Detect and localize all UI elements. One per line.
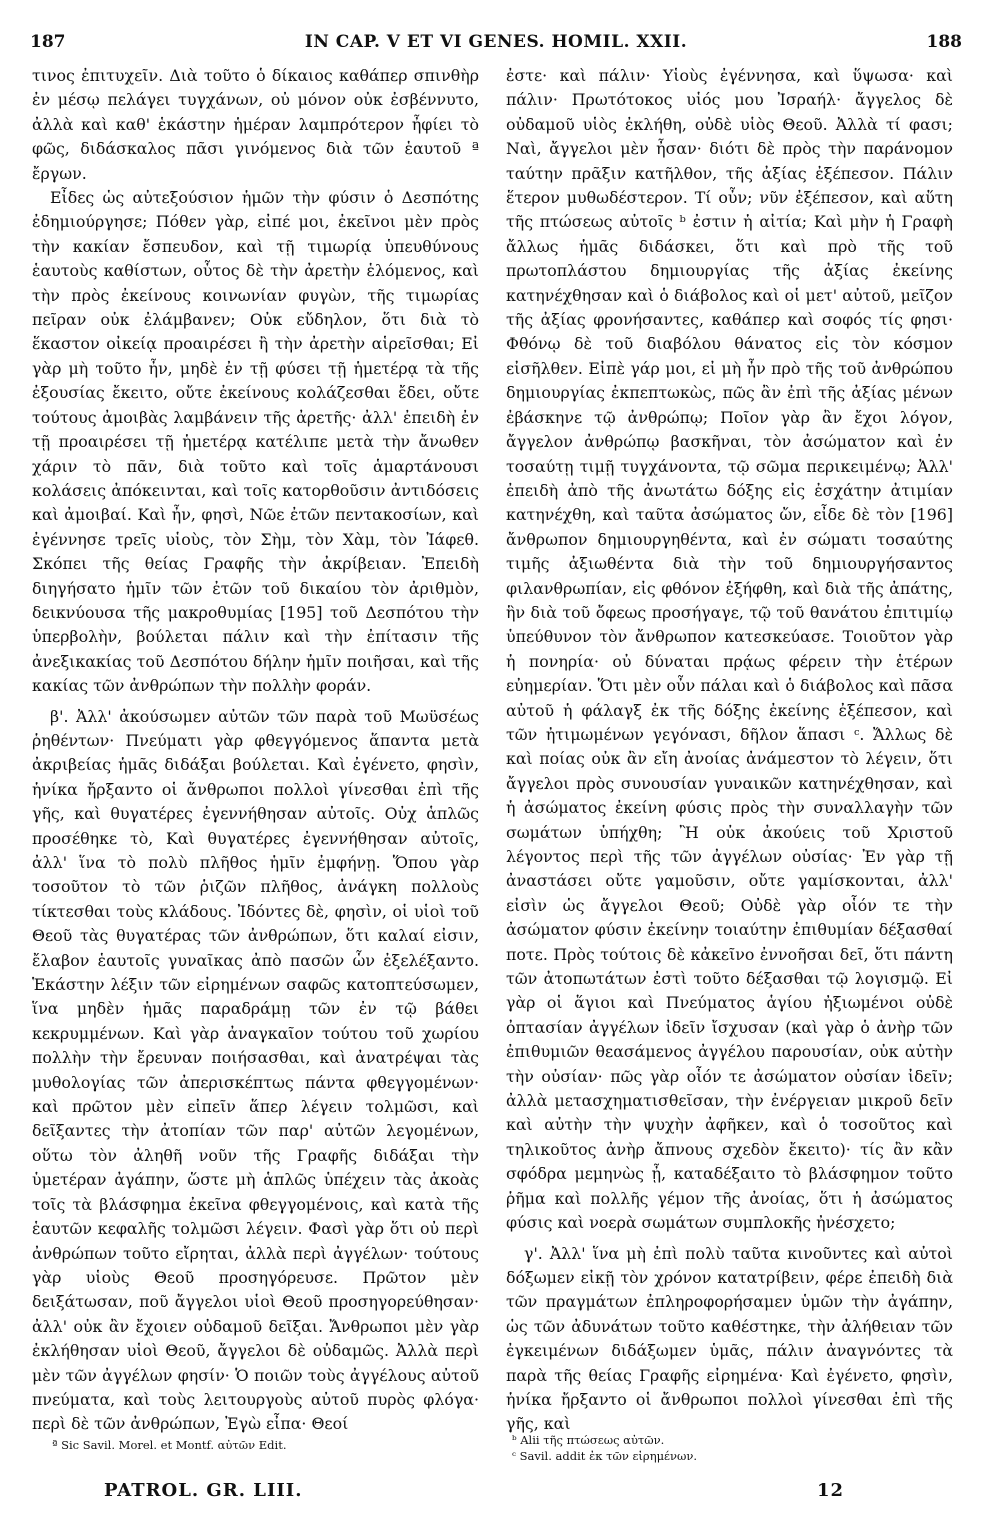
page-number-left: 187 — [30, 32, 66, 52]
footnote-c: ᶜ Savil. addit ἐκ τῶν εἰρημένων. — [512, 1449, 698, 1463]
footnote-b: ᵇ Alii τῆς πτώσεως αὐτῶν. — [512, 1433, 665, 1447]
footnote-a: ª Sic Savil. Morel. et Montf. αὐτῶν Edit. — [52, 1438, 287, 1452]
paragraph: ἐστε· καὶ πάλιν· Υἱοὺς ἐγέννησα, καὶ ὕψωσα· καὶ πάλιν· Πρωτότοκος υἱός μου Ἰσραήλ· ἄγγελος δὲ οὐδαμοῦ υἱὸς ἐκλήθη, οὐδὲ υἱὸς Θεοῦ. Ἀλλὰ τί φασι; Ναὶ, ἄγγελοι μὲν ἦσαν· διότι δὲ πρὸς τὴν παράνομον ταύτην πρᾶξιν κατῆλθον, τῆς ἀξίας ἐξέπεσον. Πάλιν ἕτερον μυθωδέστερον. Τί οὖν; νῦν ἐξέπεσον, καὶ αὕτη τῆς πτώσεως αὐτοῖς ᵇ ἐστιν ἡ αἰτία; Καὶ μὴν ἡ Γραφὴ ἄλλως ἡμᾶς διδάσκει, ὅτι καὶ πρὸ τῆς τοῦ πρωτοπλάστου δημιουργίας τῆς ἀξίας ἐκείνης κατηνέχθησαν καὶ ὁ διάβολος καὶ οἱ μετ' αὐτοῦ, μεῖζον τῆς ἀξίας φρονήσαντες, καθάπερ καὶ σοφός τίς φησι· Φθόνῳ δὲ τοῦ διαβόλου θάνατος εἰς τὸν κόσμον εἰσῆλθεν. Εἰπὲ γάρ μοι, εἰ μὴ ἦν πρὸ τῆς τοῦ ἀνθρώπου δημιουργίας ἐκπεπτωκὼς, πῶς ἂν ἐπὶ τῆς ἀξίας μένων ἐβάσκηνε τῷ ἀνθρώπῳ; Ποῖον γὰρ ἂν ἔχοι λόγον, ἄγγελον ἀνθρώπῳ βασκῆναι, τὸν ἀσώματον καὶ ἐν τοσαύτῃ τιμῇ τυγχάνοντα, τῷ σῶμα περικειμένῳ; Ἀλλ' ἐπειδὴ ἀπὸ τῆς ἀνωτάτω δόξης εἰς ἐσχάτην ἀτιμίαν κατηνέχθη, καὶ ταῦτα ἀσώματος ὤν, εἶδε δὲ τὸν [196] ἄνθρωπον δημιουργηθέντα, καὶ ἐν σώματι τοσαύτης τιμῆς ἀξιωθέντα διὰ τὴν τοῦ δημιουργήσαντος φιλανθρωπίαν, εἰς φθόνον ἐξήφθη, καὶ διὰ τῆς ἀπάτης, ἣν διὰ τοῦ ὄφεως προσήγαγε, τῷ τοῦ θανάτου ἐπιτιμίῳ ὑπεύθυνον τὸν ἄνθρωπον κατεσκεύασε. Τοιοῦτον γὰρ ἡ πονηρία· οὐ δύναται πρᾴως φέρειν τὴν ἑτέρων εὐημερίαν. Ὅτι μὲν οὖν πάλαι καὶ ὁ διάβολος καὶ πᾶσα αὐτοῦ ἡ φάλαγξ ἐκ τῆς δόξης ἐκείνης ἐξέπεσον, καὶ τῶν ἠτιμωμένων γεγόνασι, δῆλον ἅπασι ᶜ. Ἄλλως δὲ καὶ ποίας οὐκ ἂν εἴη ἀνοίας ἀνάμεστον τὸ λέγειν, ὅτι ἄγγελοι πρὸς συνουσίαν γυναικῶν κατηνέχθησαν, καὶ ἡ ἀσώματος ἐκείνη φύσις πρὸς τὴν συναλλαγὴν τῶν σωμάτων ὑπήχθη; Ἢ οὐκ ἀκούεις τοῦ Χριστοῦ λέγοντος περὶ τῆς τῶν ἀγγέλων οὐσίας· Ἐν γὰρ τῇ ἀναστάσει οὔτε γαμοῦσιν, οὔτε γαμίσκονται, ἀλλ' εἰσὶν ὡς ἄγγελοι Θεοῦ; Οὐδὲ γὰρ οἷόν τε τὴν ἀσώματον φύσιν ἐκείνην τοιαύτην ἐπιθυμίαν δέξασθαί ποτε. Πρὸς τούτοις δὲ κἀκεῖνο ἐννοῆσαι δεῖ, ὅτι πάντη τῶν ἀτοπωτάτων ἐστὶ τοῦτο δέξασθαι τῷ λογισμῷ. Εἰ γὰρ οἱ ἅγιοι καὶ Πνεύματος ἁγίου ἠξιωμένοι οὐδὲ ὀπτασίαν ἀγγέλων ἰδεῖν ἴσχυσαν (καὶ γὰρ ὁ ἀνὴρ τῶν ἐπιθυμιῶν θεασάμενος ἀγγέλου παρουσίαν, οὐκ αὐτὴν τὴν οὐσίαν· πῶς γὰρ οἷόν τε ἀσώματον οὐσίαν ἰδεῖν; ἀλλὰ μετασχηματισθεῖσαν, τὴν ἐνέργειαν μικροῦ δεῖν καὶ αὐτὴν τὴν ψυχὴν ἀφῆκεν, καὶ ὁ τοσοῦτος καὶ τηλικοῦτος ἀνὴρ ἄπνους σχεδὸν ἔκειτο)· τίς ἂν κἂν σφόδρα μεμηνὼς ᾖ, καταδέξαιτο τὸ βλάσφημον τοῦτο ῥῆμα καὶ πολλῆς γέμον τῆς ἀνοίας, ὅτι ἡ ἀσώματος φύσις καὶ νοερὰ σωμάτων συμπλοκῆς ἠνέσχετο; — [506, 66, 953, 1233]
page-number-right: 188 — [926, 32, 962, 52]
signature-number: 12 — [816, 1480, 844, 1501]
paragraph: Εἶδες ὡς αὐτεξούσιον ἡμῶν τὴν φύσιν ὁ Δεσπότης ἐδημιούργησε; Πόθεν γὰρ, εἰπέ μοι, ἐκεῖνοι μὲν πρὸς τὴν κακίαν ἔσπευδον, καὶ τῇ τιμωρίᾳ ὑπευθύνους ἑαυτοὺς καθίστων, οὗτος δὲ τὴν ἀρετὴν ἑλόμενος, καὶ τὴν πρὸς ἐκείνους κοινωνίαν φυγὼν, τῆς τιμωρίας πεῖραν οὐκ ἐλάμβανεν; Οὐκ εὔδηλον, ὅτι διὰ τὸ ἕκαστον οἰκείᾳ προαιρέσει ἢ τὴν ἀρετὴν αἱρεῖσθαι; Εἰ γὰρ μὴ τοῦτο ἦν, μηδὲ ἐν τῇ φύσει τῇ ἡμετέρᾳ τὰ τῆς ἐξουσίας ἔκειτο, οὔτε ἐκείνους κολάζεσθαι ἔδει, οὔτε τούτους ἀμοιβὰς λαμβάνειν τῆς ἀρετῆς· ἀλλ' ἐπειδὴ ἐν τῇ προαιρέσει τῇ ἡμετέρᾳ κατέλιπε μετὰ τὴν ἄνωθεν χάριν τὸ πᾶν, διὰ τοῦτο καὶ τοῖς ἁμαρτάνουσι κολάσεις ἀπόκεινται, καὶ τοῖς κατορθοῦσιν ἀντιδόσεις καὶ ἀμοιβαί. Καὶ ἦν, φησὶ, Νῶε ἐτῶν πεντακοσίων, καὶ ἐγέννησε τρεῖς υἱοὺς, τὸν Σὴμ, τὸν Χὰμ, τὸν Ἰάφεθ. Σκόπει τῆς θείας Γραφῆς τὴν ἀκρίβειαν. Ἐπειδὴ διηγήσατο ἡμῖν τῶν ἐτῶν τοῦ δικαίου τὸν ἀριθμὸν, δεικνύουσα τῆς μακροθυμίας [195] τοῦ Δεσπότου τὴν ὑπερβολὴν, βούλεται πάλιν καὶ τὴν ἐπίτασιν τῆς ἀνεξικακίας τοῦ Δεσπότου δήλην ἡμῖν ποιῆσαι, καὶ τῆς κακίας τῶν ἀνθρώπων τὴν πολλὴν φοράν. — [32, 188, 479, 696]
collection-label: PATROL. GR. LIII. — [104, 1480, 303, 1501]
paragraph: τινος ἐπιτυχεῖν. Διὰ τοῦτο ὁ δίκαιος καθάπερ σπινθὴρ ἐν μέσῳ πελάγει τυγχάνων, οὐ μόνον οὐκ ἐσβέννυτο, ἀλλὰ καὶ καθ' ἑκάστην ἡμέραν λαμπρότερον ἦφίει τὸ φῶς, διδάσκαλος πᾶσι γινόμενος διὰ τῶν ἑαυτοῦ ª ἔργων. — [32, 66, 479, 183]
footnotes-right — [512, 1432, 697, 1464]
running-title: IN CAP. V ET VI GENES. HOMIL. XXII. — [304, 32, 688, 52]
left-column — [32, 64, 479, 1437]
section-gamma-paragraph: γ'. Ἀλλ' ἵνα μὴ ἐπὶ πολὺ ταῦτα κινοῦντες καὶ αὐτοὶ δόξωμεν εἰκῇ τὸν χρόνον κατατρίβειν, φέρε ἐπειδὴ διὰ τῶν πραγμάτων ἐπληροφορήσαμεν ὑμῶν τὴν ἀγάπην, ὡς τῶν ἀδυνάτων τοῦτο καθέστηκε, τὴν ἀλήθειαν τῶν ἐγκειμένων διδάξωμεν ὑμᾶς, πάλιν ἀναγνόντες τὰ παρὰ τῆς θείας Γραφῆς εἰρημένα· Καὶ ἐγένετο, φησὶν, ἡνίκα ἤρξαντο οἱ ἄνθρωποι πολλοὶ γίνεσθαι ἐπὶ τῆς γῆς, καὶ — [506, 1243, 953, 1434]
section-beta-paragraph: β'. Ἀλλ' ἀκούσωμεν αὐτῶν τῶν παρὰ τοῦ Μωϋσέως ῥηθέντων· Πνεύματι γὰρ φθεγγόμενος ἅπαντα μετὰ ἀκριβείας ἡμᾶς διδάξαι βούλεται. Καὶ ἐγένετο, φησὶν, ἡνίκα ἤρξαντο οἱ ἄνθρωποι πολλοὶ γίνεσθαι ἐπὶ τῆς γῆς, καὶ θυγατέρες ἐγεννήθησαν αὐτοῖς. Οὐχ ἁπλῶς προσέθηκε τὸ, Καὶ θυγατέρες ἐγεννήθησαν αὐτοῖς, ἀλλ' ἵνα τὸ πολὺ πλῆθος ἡμῖν ἐμφήνῃ. Ὅπου γὰρ τοσοῦτον τὸ τῶν ῥιζῶν πλῆθος, ἀνάγκη πολλοὺς τίκτεσθαι τοὺς κλάδους. Ἰδόντες δὲ, φησὶν, οἱ υἱοὶ τοῦ Θεοῦ τὰς θυγατέρας τῶν ἀνθρώπων, ὅτι καλαί εἰσιν, ἔλαβον ἑαυτοῖς γυναῖκας ἀπὸ πασῶν ὧν ἐξελέξαντο. Ἑκάστην λέξιν τῶν εἰρημένων σαφῶς κατοπτεύσωμεν, ἵνα μηδὲν ἡμᾶς παραδράμῃ τῶν ἐν τῷ βάθει κεκρυμμένων. Καὶ γὰρ ἀναγκαῖον τούτου τοῦ χωρίου πολλὴν τὴν ἔρευναν ποιήσασθαι, καὶ ἀνατρέψαι τὰς μυθολογίας τῶν ἀπερισκέπτως πάντα φθεγγομένων· καὶ πρῶτον μὲν εἰπεῖν ἅπερ λέγειν τολμῶσι, καὶ δεῖξαντες τὴν ἀτοπίαν τῶν παρ' αὐτῶν λεγομένων, οὕτω τὸν ἀληθῆ νοῦν τῆς Γραφῆς διδάξαι τὴν ὑμετέραν ἀγάπην, ὥστε μὴ ἁπλῶς ὑπέχειν τὰς ἀκοὰς τοῖς τὰ βλάσφημα ἐκεῖνα φθεγγομένοις, καὶ κατὰ τῆς ἑαυτῶν κεφαλῆς τολμῶσι λέγειν. Φασὶ γὰρ ὅτι οὐ περὶ ἀνθρώπων τοῦτο εἴρηται, ἀλλὰ περὶ ἀγγέλων· τούτους γὰρ υἱοὺς Θεοῦ προσηγόρευσε. Πρῶτον μὲν δειξάτωσαν, ποῦ ἄγγελοι υἱοὶ Θεοῦ προσηγορεύθησαν· ἀλλ' οὐκ ἂν ἔχοιεν οὐδαμοῦ δεῖξαι. Ἄνθρωποι μὲν γὰρ ἐκλήθησαν υἱοὶ Θεοῦ, ἄγγελοι δὲ οὐδαμῶς. Ἀλλὰ περὶ μὲν τῶν ἀγγέλων φησίν· Ὁ ποιῶν τοὺς ἀγγέλους αὐτοῦ πνεύματα, καὶ τοὺς λειτουργοὺς αὐτοῦ πυρὸς φλόγα· περὶ δὲ τῶν ἀνθρώπων, Ἐγὼ εἶπα· Θεοί — [32, 706, 479, 1434]
page-footer — [104, 1480, 844, 1501]
running-header — [30, 32, 962, 56]
right-column — [506, 64, 953, 1437]
